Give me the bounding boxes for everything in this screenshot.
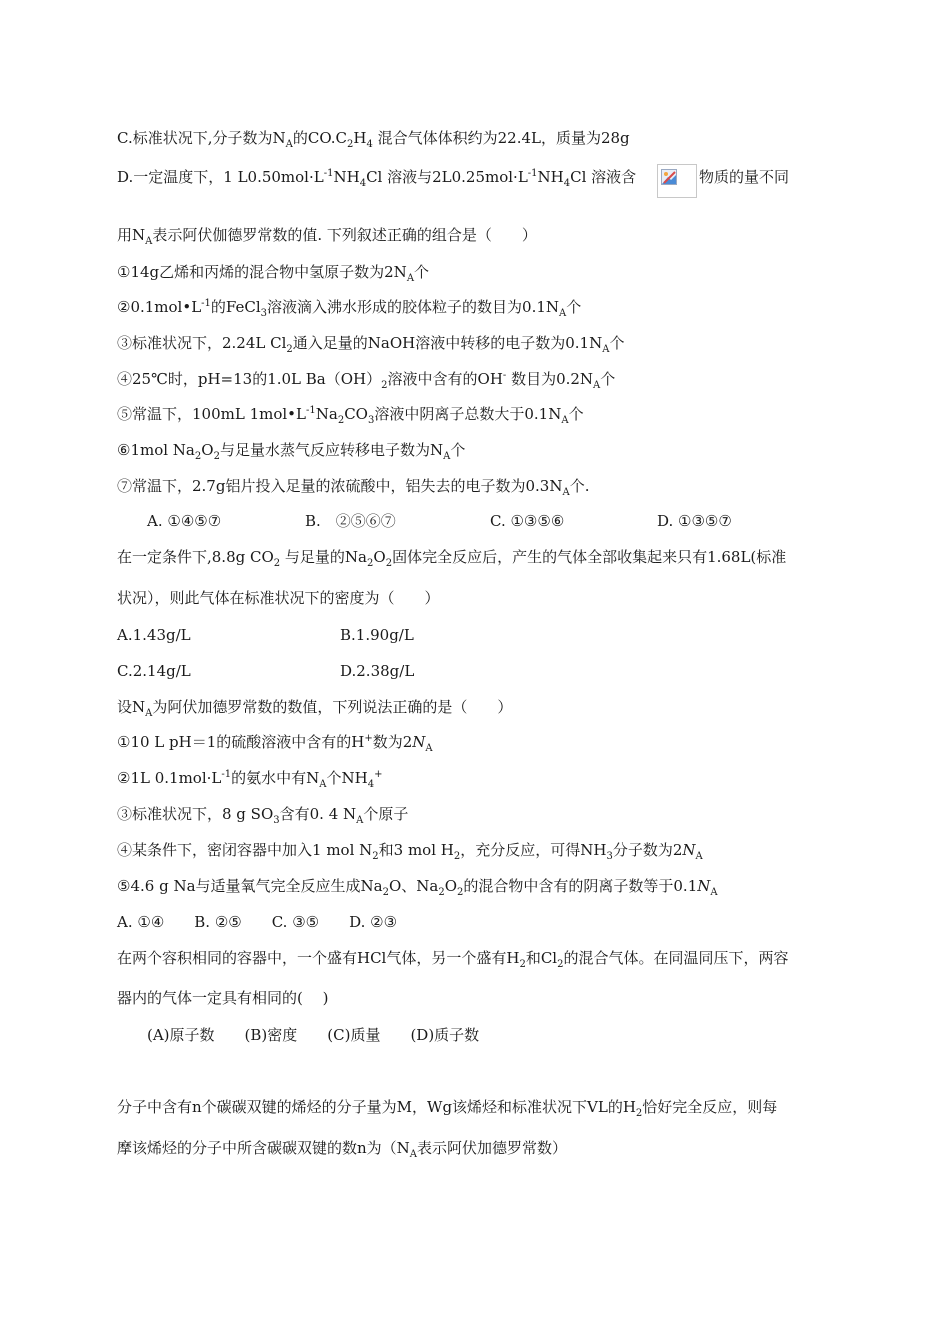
q1-item-text: 个.	[569, 477, 590, 495]
q5-stem-text: 分子中含有n个碳碳双键的烯烃的分子量为M，Wg该烯烃和标准状况下VL的H	[117, 1098, 636, 1116]
subscript: 3	[367, 415, 375, 426]
q2-stem-text: O	[373, 548, 386, 566]
subscript: 2	[273, 558, 281, 569]
q1-stem-text: 用N	[117, 226, 146, 244]
q5-stem-text: 表示阿伏加德罗常数）	[417, 1139, 568, 1157]
q1-item-text: 个	[568, 405, 584, 423]
q3-item-text: N	[412, 733, 426, 751]
q1-item-text: 个	[600, 370, 616, 388]
q1-item-text: 与足量水蒸气反应转移电子数为N	[219, 441, 444, 459]
subscript: A	[319, 779, 327, 790]
q5-stem-text: 恰好完全反应，则每	[642, 1098, 778, 1116]
superscript: +	[374, 769, 383, 780]
q1-item-text: O	[201, 441, 214, 459]
subscript: A	[145, 236, 153, 247]
q1-item-text: 溶液中阴离子总数大于0.1N	[374, 405, 562, 423]
subscript: A	[425, 743, 433, 754]
option-d-line	[117, 167, 636, 187]
q1-item-5	[117, 404, 584, 424]
q3-item-2	[117, 768, 382, 788]
q2-option-b	[340, 625, 414, 645]
option-c-text: H	[353, 129, 367, 147]
q1-stem	[117, 225, 537, 245]
q3-item-text: N	[682, 841, 696, 859]
subscript: A	[145, 708, 153, 719]
subscript: 2	[347, 139, 354, 150]
q1-item-text: ⑤常温下，100mL 1mol•L	[117, 405, 306, 423]
q1-item-text: 数目为0.2N	[506, 370, 594, 388]
subscript: A	[695, 851, 703, 862]
q5-stem-text: 摩该烯烃的分子中所含碳碳双键的数n为（N	[117, 1139, 410, 1157]
q1-option-a	[147, 511, 221, 531]
q1-item-text: 通入足量的NaOH溶液中转移的电子数为0.1N	[292, 334, 603, 352]
q2-stem-text: 在一定条件下,8.8g CO	[117, 548, 274, 566]
q5-stem-line-2	[117, 1138, 567, 1158]
subscript: A	[559, 308, 567, 319]
q3-item-text: 和3 mol H	[378, 841, 454, 859]
subscript: A	[602, 344, 610, 355]
q3-item-text: N	[697, 877, 711, 895]
broken-image-icon	[657, 164, 697, 198]
option-d-text: NH	[333, 168, 360, 186]
q1-option-c-text: C. ①③⑤⑥	[490, 512, 565, 530]
superscript: -	[502, 370, 507, 381]
q3-item-text: ②1L 0.1mol·L	[117, 769, 222, 787]
q4-stem-text: 器内的气体一定具有相同的( )	[117, 989, 329, 1007]
q3-item-4	[117, 840, 703, 860]
q3-stem	[117, 697, 512, 717]
superscript: -1	[221, 769, 232, 780]
q1-option-d-text: D. ①③⑤⑦	[657, 512, 732, 530]
q2-stem-text: 固体完全反应后，产生的气体全部收集起来只有1.68L(标准	[392, 548, 787, 566]
q1-item-text: CO	[344, 405, 368, 423]
q4-stem-line-2	[117, 988, 328, 1008]
option-d-text: D.一定温度下，1 L0.50mol·L	[117, 168, 324, 186]
q1-item-text: ⑦常温下，2.7g铝片投入足量的浓硫酸中，铝失去的电子数为0.3N	[117, 477, 563, 495]
q1-item-text: ③标准状况下，2.24L Cl	[117, 334, 287, 352]
q1-item-3	[117, 333, 624, 353]
q1-item-text: 溶液滴入沸水形成的胶体粒子的数目为0.1N	[267, 298, 560, 316]
q1-item-6	[117, 440, 465, 460]
q3-item-text: ①10 L pH＝1的硫酸溶液中含有的H	[117, 733, 365, 751]
subscript: 4	[367, 779, 375, 790]
subscript: 3	[606, 851, 613, 862]
subscript: 3	[260, 308, 268, 319]
q2-option-d-text: D.2.38g/L	[340, 662, 415, 680]
subscript: 2	[519, 959, 526, 970]
q3-item-text: 含有0. 4 N	[279, 805, 357, 823]
superscript: -1	[527, 168, 538, 179]
q1-option-c	[490, 511, 564, 531]
q2-option-c	[117, 661, 191, 681]
q3-item-text: 的混合物中含有的阴离子数等于0.1	[463, 877, 698, 895]
q1-option-b-text: B. ②⑤⑥⑦	[305, 512, 396, 530]
q1-item-text: ④25℃时，pH=13的1.0L Ba（OH）	[117, 370, 382, 388]
option-c-text: 混合气体体积约为22.4L，质量为28g	[372, 129, 630, 147]
subscript: 3	[273, 815, 280, 826]
q3-item-text: 数为2	[372, 733, 413, 751]
q4-stem-text: 和Cl	[525, 949, 558, 967]
q3-item-3	[117, 804, 408, 824]
q1-option-a-text: A. ①④⑤⑦	[147, 512, 222, 530]
q4-options	[147, 1025, 479, 1045]
subscript: A	[356, 815, 364, 826]
q3-item-text: ⑤4.6 g Na与适量氧气完全反应生成Na	[117, 877, 383, 895]
q2-option-d	[340, 661, 414, 681]
option-d-text: 物质的量不同	[699, 168, 790, 186]
subscript: 2	[453, 851, 461, 862]
superscript: -1	[201, 298, 211, 309]
subscript: A	[409, 1149, 418, 1160]
q3-item-text: ④某条件下，密闭容器中加入1 mol N	[117, 841, 373, 859]
q1-option-d	[657, 511, 732, 531]
subscript: 2	[382, 887, 389, 898]
q3-stem-text: 设N	[117, 698, 146, 716]
q2-stem-line-1	[117, 547, 786, 567]
q3-options-text: A. ①④ B. ②⑤ C. ③⑤ D. ②③	[117, 913, 398, 931]
subscript: 2	[286, 344, 293, 355]
subscript: 2	[337, 415, 345, 426]
q3-item-text: ，充分反应，可得NH	[460, 841, 607, 859]
q3-item-text: O、Na	[388, 877, 439, 895]
subscript: 2	[457, 887, 464, 898]
q3-item-1	[117, 732, 433, 752]
q1-item-text: ①14g乙烯和丙烯的混合物中氢原子数为2N	[117, 263, 407, 281]
superscript: +	[364, 733, 373, 744]
q3-item-text: 的氨水中有N	[231, 769, 320, 787]
q2-option-c-text: C.2.14g/L	[117, 662, 191, 680]
subscript: 2	[194, 451, 202, 462]
q3-item-text: 分子数为2	[612, 841, 683, 859]
subscript: 4	[563, 178, 571, 189]
option-d-text: Cl 溶液含	[570, 168, 637, 186]
q3-item-text: 个原子	[363, 805, 409, 823]
q1-item-text: ⑥1mol Na	[117, 441, 195, 459]
q1-item-text: 的FeCl	[210, 298, 261, 316]
q1-stem-text: 表示阿伏伽德罗常数的值. 下列叙述正确的组合是（ ）	[152, 226, 537, 244]
q2-stem-text: 状况），则此气体在标准状况下的密度为（ ）	[117, 589, 440, 607]
q2-option-b-text: B.1.90g/L	[340, 626, 414, 644]
q3-item-5	[117, 876, 718, 896]
subscript: 4	[366, 139, 373, 150]
q1-option-b	[305, 511, 396, 531]
q2-stem-line-2	[117, 588, 440, 608]
option-c-text: C.标准状况下,分子数为N	[117, 129, 286, 147]
option-c-line	[117, 128, 630, 148]
subscript: A	[562, 487, 570, 498]
q1-item-text: 溶液中含有的OH	[387, 370, 503, 388]
q1-item-4	[117, 369, 615, 389]
q3-item-text: 个NH	[326, 769, 368, 787]
q3-item-text: ③标准状况下，8 g SO	[117, 805, 274, 823]
q4-stem-line-1	[117, 948, 789, 968]
subscript: A	[406, 273, 415, 284]
subscript: 2	[385, 558, 393, 569]
option-d-tail	[699, 167, 789, 187]
q1-item-text: 个	[414, 263, 430, 281]
subscript: 4	[359, 178, 367, 189]
subscript: 2	[213, 451, 220, 462]
q1-item-7	[117, 476, 589, 496]
q1-item-text: 个	[450, 441, 466, 459]
q1-item-text: 个	[566, 298, 582, 316]
option-d-text: Cl 溶液与2L0.25mol·L	[366, 168, 528, 186]
q2-option-a	[117, 625, 191, 645]
q3-item-text: O	[444, 877, 458, 895]
q3-stem-text: 为阿伏加德罗常数的数值，下列说法正确的是（ ）	[152, 698, 513, 716]
q4-options-text: (A)原子数 (B)密度 (C)质量 (D)质子数	[147, 1026, 480, 1044]
subscript: A	[593, 380, 601, 391]
q2-stem-text: 与足量的Na	[280, 548, 367, 566]
subscript: A	[443, 451, 451, 462]
subscript: 2	[438, 887, 445, 898]
q4-stem-text: 的混合气体。在同温同压下，两容	[563, 949, 789, 967]
q1-item-text: 个	[609, 334, 625, 352]
q1-item-text: ②0.1mol•L	[117, 298, 202, 316]
subscript: A	[710, 887, 718, 898]
subscript: 2	[372, 851, 379, 862]
subscript: 2	[635, 1108, 643, 1119]
subscript: 2	[381, 380, 388, 391]
q1-item-2	[117, 297, 581, 317]
subscript: 2	[557, 959, 564, 970]
subscript: A	[285, 139, 293, 150]
superscript: -1	[323, 168, 334, 179]
q1-item-1	[117, 262, 429, 282]
option-c-text: 的CO.C	[292, 129, 347, 147]
q5-stem-line-1	[117, 1097, 777, 1117]
q4-stem-text: 在两个容积相同的容器中，一个盛有HCl气体，另一个盛有H	[117, 949, 520, 967]
subscript: 2	[367, 558, 374, 569]
superscript: -1	[306, 405, 316, 416]
q1-item-text: Na	[315, 405, 338, 423]
q2-option-a-text: A.1.43g/L	[117, 626, 191, 644]
image-placeholder-icon	[661, 169, 677, 185]
subscript: A	[561, 415, 569, 426]
q3-options	[117, 912, 397, 932]
option-d-text: NH	[537, 168, 564, 186]
